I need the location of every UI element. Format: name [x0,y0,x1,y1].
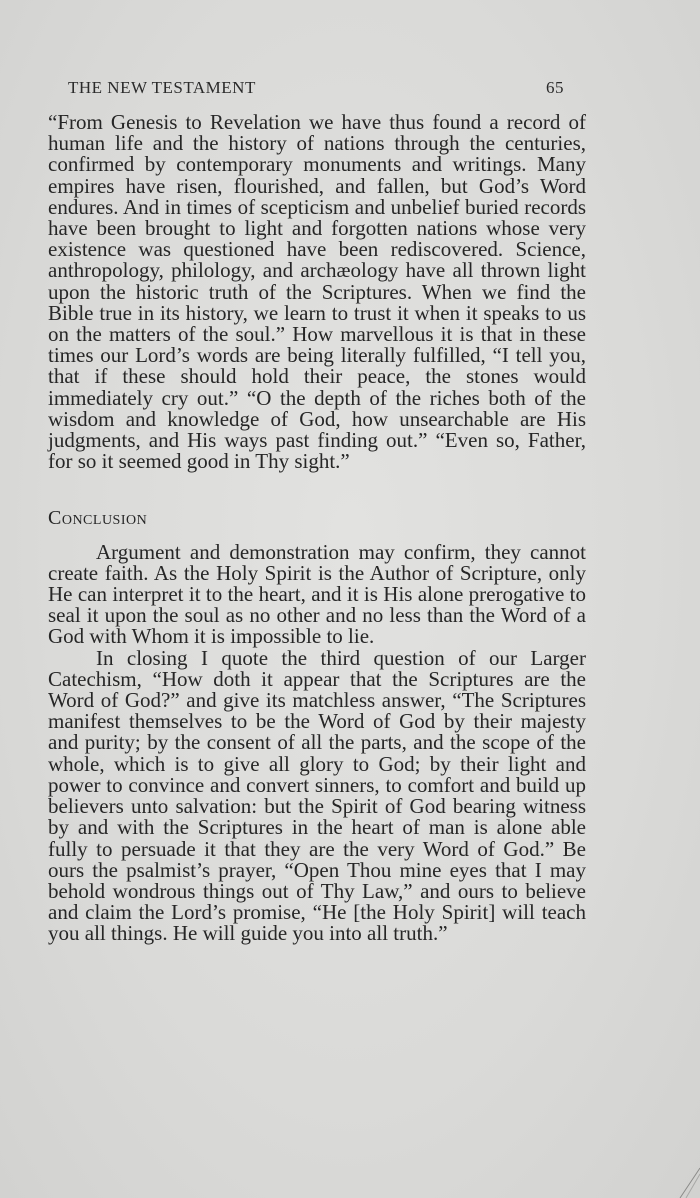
conclusion-paragraph-2: In closing I quote the third question of our Larger Catechism, “How doth it appear that the Scriptures are the Word of God?” and give its matchless answer, “The Scriptures manifest themselves to be the Word of God by their majesty and purity; by the consent of all the parts, and the scope of the whole, which is to give all glory to God; by their light and power to convince and convert sinners, to comfort and build up believers unto salvation: but the Spirit of God bearing witness by and with the Scriptures in the heart of man is alone able fully to persuade it that they are the very Word of God.” Be ours the psalmist’s prayer, “Open Thou mine eyes that I may behold wondrous things out of Thy Law,” and ours to believe and claim the Lord’s promise, “He [the Holy Spirit] will teach you all things. He will guide you into all truth.” [48,645,586,946]
running-header [68,78,564,98]
running-title: THE NEW TESTAMENT [68,78,256,97]
page-body [48,112,586,945]
page-number: 65 [546,78,564,97]
conclusion-heading: Conclusion [48,507,148,530]
quote-paragraph: “From Genesis to Revelation we have thus found a record of human life and the history of nations through the centuries, confirmed by contemporary monuments and writings. Many empires have risen, flourished, and fallen, but God’s Word endures. And in times of scepticism and unbelief buried records have been brought to light and forgotten nations whose very existence was questioned have been rediscovered. Science, anthropology, philology, and archæology have all thrown light upon the historic truth of the Scriptures. When we find the Bible true in its history, we learn to trust it when it speaks to us on the matters of the soul.” How marvellous it is that in these times our Lord’s words are being literally fulfilled, “I tell you, that if these should hold their peace, the stones would immediately cry out.” “O the depth of the riches both of the wisdom and knowledge of God, how unsearchable are His judgments, and His ways past finding out.” “Even so, Father, for so it seemed good in Thy sight.” [48,110,586,474]
conclusion-paragraph-1: Argument and demonstration may confirm, they cannot create faith. As the Holy Spirit is the Author of Scripture, only He can interpret it to the heart, and it is His alone prerogative to seal it upon the soul as no other and no less than the Word of a God with Whom it is impossible to lie. [48,539,586,649]
page-curl-mark [670,1164,700,1198]
